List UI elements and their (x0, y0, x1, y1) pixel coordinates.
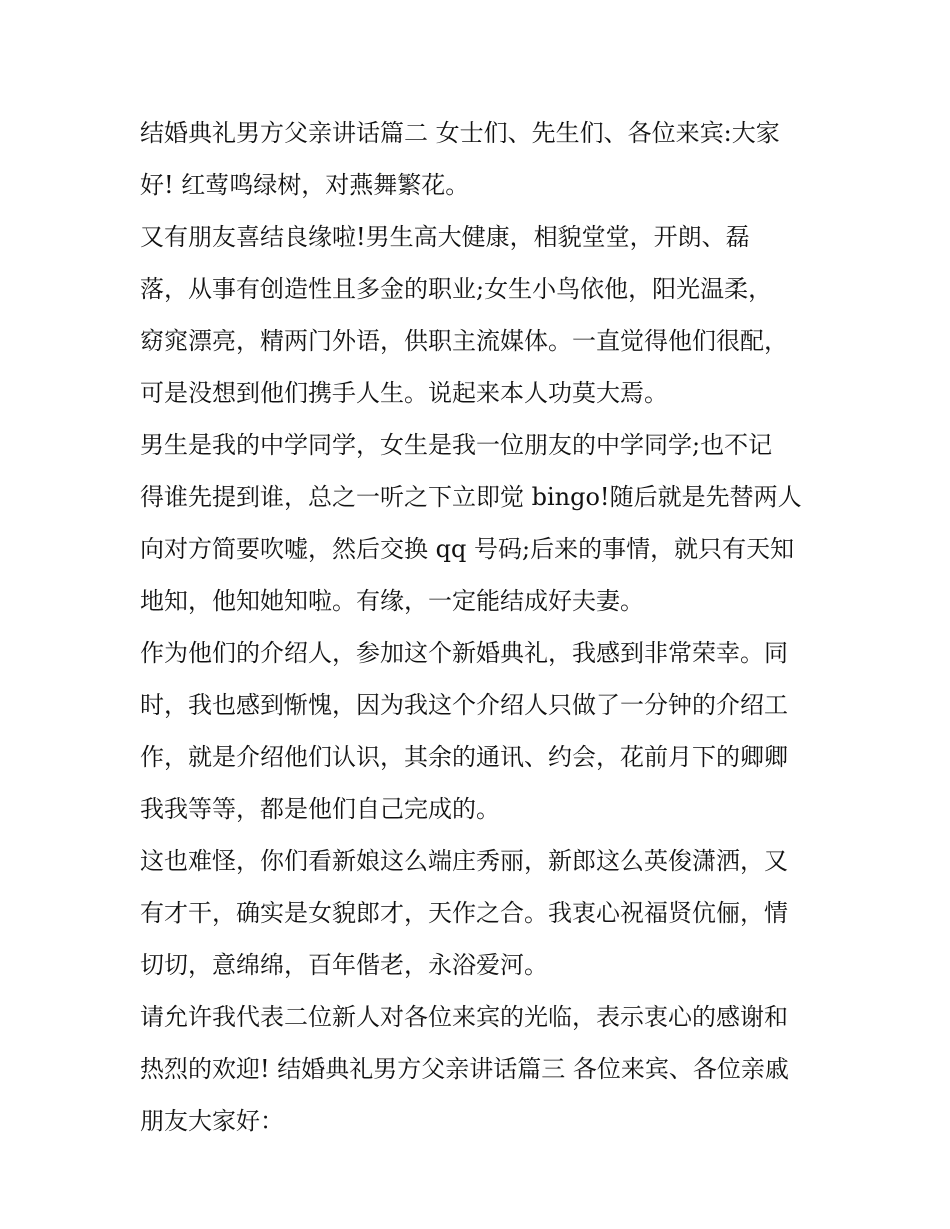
text-line: 得谁先提到谁，总之一听之下立即觉 bingo!随后就是先替两人 (140, 483, 802, 511)
document-body (140, 107, 820, 1147)
text-line: 时，我也感到惭愧，因为我这个介绍人只做了一分钟的介绍工 (140, 691, 788, 719)
paragraph-1 (140, 107, 820, 211)
text-line: 作，就是介绍他们认识，其余的通讯、约会，花前月下的卿卿 (140, 743, 788, 771)
text-line: 又有朋友喜结良缘啦!男生高大健康，相貌堂堂，开朗、磊 (140, 223, 750, 251)
paragraph-3 (140, 419, 820, 627)
paragraph-2 (140, 211, 820, 419)
text-line: 可是没想到他们携手人生。说起来本人功莫大焉。 (140, 379, 668, 407)
paragraph-6 (140, 991, 820, 1147)
text-line: 好! 红莺鸣绿树，对燕舞繁花。 (140, 171, 470, 199)
text-line: 地知，他知她知啦。有缘，一定能结成好夫妻。 (140, 587, 644, 615)
text-line: 结婚典礼男方父亲讲话篇二 女士们、先生们、各位来宾:大家 (140, 119, 780, 147)
paragraph-4 (140, 627, 820, 835)
text-line: 窈窕漂亮，精两门外语，供职主流媒体。一直觉得他们很配， (140, 327, 788, 355)
text-line: 这也难怪，你们看新娘这么端庄秀丽，新郎这么英俊潇洒，又 (140, 847, 788, 875)
text-line: 切切，意绵绵，百年偕老，永浴爱河。 (140, 951, 548, 979)
text-line: 落，从事有创造性且多金的职业;女生小鸟依他，阳光温柔， (140, 275, 773, 303)
text-line: 作为他们的介绍人，参加这个新婚典礼，我感到非常荣幸。同 (140, 639, 788, 667)
paragraph-5 (140, 835, 820, 991)
text-line: 朋友大家好： (140, 1107, 284, 1135)
text-line: 我我等等，都是他们自己完成的。 (140, 795, 500, 823)
text-line: 男生是我的中学同学，女生是我一位朋友的中学同学;也不记 (140, 431, 773, 459)
text-line: 热烈的欢迎! 结婚典礼男方父亲讲话篇三 各位来宾、各位亲戚 (140, 1055, 789, 1083)
text-line: 请允许我代表二位新人对各位来宾的光临，表示衷心的感谢和 (140, 1003, 788, 1031)
text-line: 有才干，确实是女貌郎才，天作之合。我衷心祝福贤伉俪，情 (140, 899, 788, 927)
text-line: 向对方简要吹嘘，然后交换 qq 号码;后来的事情，就只有天知 (140, 535, 795, 563)
